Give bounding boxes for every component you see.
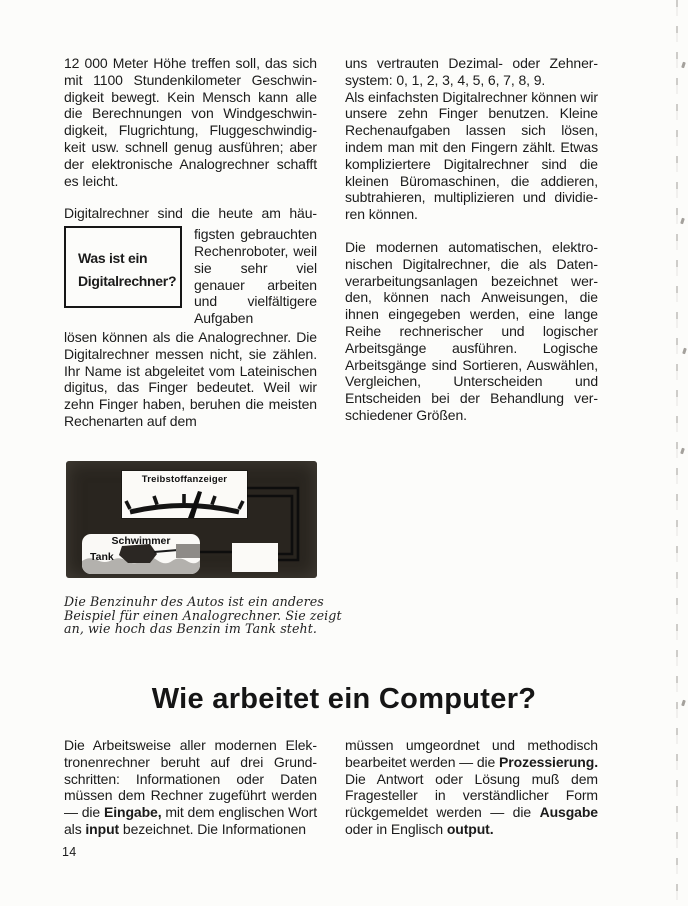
scan-speck bbox=[681, 62, 686, 69]
callout-box bbox=[64, 226, 182, 308]
scan-speck bbox=[680, 448, 685, 455]
text-run: mit dem englischen Wort als bbox=[64, 804, 317, 837]
paragraph: 12 000 Meter Höhe treffen soll, das sich mit 1100 Stundenkilometer Geschwindigkeit bewegt. Kein Mensch kann alle die Berechnungen von Windgeschwindigkeit, Flugrichtung, Fluggeschwindigkeit usw. schnell genug ausführen; aber der elektronische Analogrechner schafft es leicht. bbox=[64, 55, 317, 189]
bold-term: Eingabe, bbox=[103, 804, 162, 821]
scan-speck bbox=[682, 348, 687, 355]
diagram-panel bbox=[66, 461, 317, 578]
top-left-column bbox=[64, 55, 317, 430]
callout-wrap-row bbox=[64, 226, 317, 327]
paragraph bbox=[64, 737, 317, 838]
bottom-left-column bbox=[64, 737, 317, 838]
paragraph bbox=[345, 737, 598, 838]
figure-caption: Die Benzinuhr des Autos ist ein anderes Beispiel für einen Analogrechner. Sie zeigt an, wie hoch das Benzin im Tank steht. bbox=[64, 594, 342, 637]
text-run: Die Antwort oder Lösung muß dem Fragesteller in verständlicher Form rückgemeldet werden — die bbox=[345, 770, 598, 821]
text-run: bezeichnet. Die Informationen bbox=[119, 820, 306, 837]
callout-box-line1: Was ist ein bbox=[78, 250, 148, 267]
paragraph: uns vertrauten Dezimal- oder Zehnersystem: 0, 1, 2, 3, 4, 5, 6, 7, 8, 9. bbox=[345, 55, 598, 88]
paragraph-continued: lösen können als die Analogrechner. Die Digitalrechner messen nicht, sie zählen. Ihr Name ist abgeleitet vom Lateinischen digitus, das Finger bedeutet. Weil wir zehn Finger haben, beruhen die meisten Rechenarten auf dem bbox=[64, 328, 317, 429]
bold-term: Ausgabe bbox=[539, 804, 598, 821]
gauge-label: Treibstoffanzeiger bbox=[141, 474, 228, 485]
page-number: 14 bbox=[62, 845, 77, 859]
bold-term: Prozessierung. bbox=[499, 753, 598, 770]
top-right-column bbox=[345, 55, 598, 424]
text-run: oder in Englisch bbox=[345, 820, 447, 837]
paragraph-beside-box: figsten gebrauchten Rechenroboter, weil sie sehr viel genauer arbeiten und vielfältigere Aufgaben bbox=[194, 226, 317, 327]
text-run: müssen umgeordnet und methodisch bearbeitet werden — die bbox=[345, 737, 598, 770]
page-edge-artifact bbox=[676, 0, 678, 906]
paragraph: Als einfachsten Digitalrechner können wir unsere zehn Finger benutzen. Kleine Rechenaufgaben lassen sich lösen, indem man mit den Fingern zählt. Etwas kompliziertere Digitalrechner sind die kleinen Büromaschinen, die addieren, subtrahieren, multiplizieren und dividieren können. bbox=[345, 88, 598, 223]
fuel-gauge-figure bbox=[66, 461, 317, 578]
scan-speck bbox=[680, 218, 685, 225]
tank-diagram bbox=[82, 534, 200, 574]
text-run: Die Arbeitsweise aller modernen Elektronenrechner beruht auf drei Grundschritten: Informationen oder Daten müssen dem Rechner zugeführt werden — die bbox=[64, 737, 317, 821]
fuel-gauge-display bbox=[122, 471, 247, 518]
tank-label: Tank bbox=[90, 551, 114, 563]
section-heading: Wie arbeitet ein Computer? bbox=[151, 683, 537, 715]
paragraph-intro-line: Digitalrechner sind die heute am häu- bbox=[64, 205, 317, 222]
gauge-dial-icon bbox=[122, 485, 247, 518]
paragraph: Die modernen automatischen, elektronischen Digitalrechner, die als Datenverarbeitungsanlagen bezeichnet werden, können nach Anweisungen, die ihnen eingegeben werden, eine lange Reihe rechnerischer und logischer Arbeitsgänge ausführen. Logische Arbeitsgänge sind Sortieren, Auswählen, Vergleichen, Unterscheiden und Entscheiden bei der Behandlung verschiedener Größen. bbox=[345, 238, 598, 423]
float-label: Schwimmer bbox=[111, 535, 171, 547]
bold-term: input bbox=[85, 820, 120, 837]
connector-box bbox=[232, 543, 278, 572]
callout-box-line2: Digitalrechner? bbox=[78, 273, 177, 290]
bottom-right-column bbox=[345, 737, 598, 838]
bold-term: output. bbox=[446, 820, 494, 837]
